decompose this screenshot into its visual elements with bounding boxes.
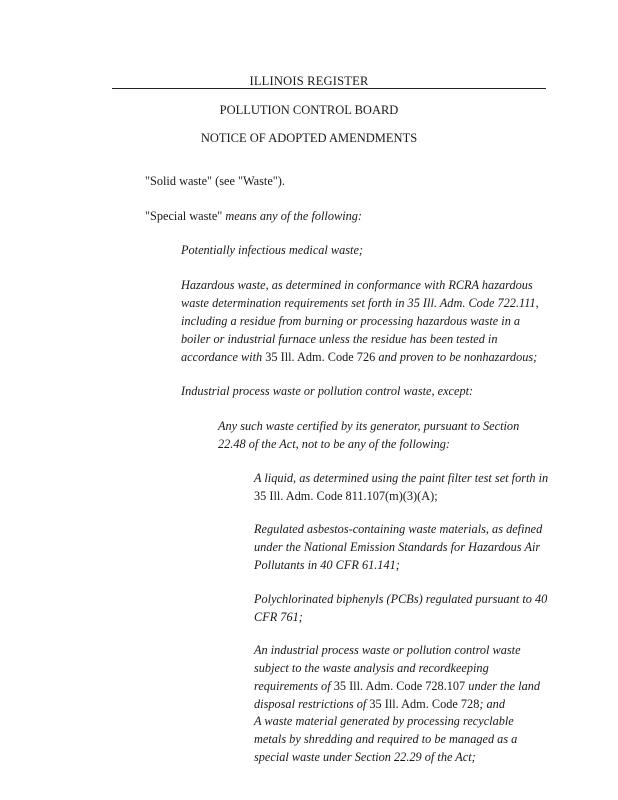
hazardous-line-2: waste determination requirements set forth in 35 Ill. Adm. Code 722.111, — [181, 296, 539, 310]
special-waste-term: "Special waste" — [145, 209, 223, 223]
hazardous-line-5c: and proven to be nonhazardous; — [375, 350, 538, 364]
notice-header: NOTICE OF ADOPTED AMENDMENTS — [200, 131, 418, 145]
pcb-item — [254, 590, 547, 626]
hazardous-line-1: Hazardous waste, as determined in conformance with RCRA hazardous — [181, 278, 533, 292]
any-such-line-1: Any such waste certified by its generator, pursuant to Section — [218, 419, 520, 433]
industrial-process-line-4a: disposal restrictions of — [254, 697, 370, 711]
solid-waste-definition — [145, 172, 285, 190]
industrial-process-line-2: subject to the waste analysis and recordkeeping — [254, 661, 489, 675]
pcb-line-2: CFR 761; — [254, 610, 303, 624]
liquid-line-2: 35 Ill. Adm. Code 811.107(m)(3)(A); — [254, 489, 438, 503]
industrial-process-line-4 — [254, 695, 540, 713]
waste-material-item — [254, 712, 517, 766]
hazardous-waste-item — [181, 276, 539, 366]
waste-material-line-2: metals by shredding and required to be managed as a — [254, 732, 518, 746]
hazardous-line-5b: 35 Ill. Adm. Code 726 — [265, 350, 376, 364]
industrial-process-line-3c: under the land — [465, 679, 541, 693]
potentially-infectious-text: Potentially infectious medical waste; — [181, 243, 364, 257]
liquid-line-1: A liquid, as determined using the paint filter test set forth in — [254, 471, 549, 485]
industrial-process-line-1: An industrial process waste or pollution control waste — [254, 643, 521, 657]
register-header: ILLINOIS REGISTER — [249, 74, 369, 88]
special-waste-def: means any of the following: — [222, 209, 363, 223]
waste-material-line-3: special waste under Section 22.29 of the Act; — [254, 750, 476, 764]
header-rule — [112, 88, 546, 89]
hazardous-line-5 — [181, 348, 539, 366]
industrial-waste-item — [181, 382, 473, 400]
waste-material-line-1: A waste material generated by processing recyclable — [254, 714, 514, 728]
potentially-infectious-item — [181, 241, 363, 259]
board-header: POLLUTION CONTROL BOARD — [219, 103, 399, 117]
solid-waste-text: "Solid waste" (see "Waste"). — [145, 174, 285, 188]
industrial-process-line-3 — [254, 677, 540, 695]
asbestos-line-1: Regulated asbestos-containing waste materials, as defined — [254, 522, 543, 536]
industrial-process-line-4c: ; and — [479, 697, 505, 711]
any-such-waste-item — [218, 417, 519, 453]
any-such-line-2: 22.48 of the Act, not to be any of the following: — [218, 437, 451, 451]
hazardous-line-4: boiler or industrial furnace unless the residue has been tested in — [181, 332, 498, 346]
pcb-line-1: Polychlorinated biphenyls (PCBs) regulated pursuant to 40 — [254, 592, 548, 606]
industrial-process-line-3b: 35 Ill. Adm. Code 728.107 — [333, 679, 466, 693]
industrial-process-item — [254, 641, 540, 713]
asbestos-item — [254, 520, 542, 574]
asbestos-line-3: Pollutants in 40 CFR 61.141; — [254, 558, 400, 572]
special-waste-definition — [145, 207, 362, 225]
industrial-waste-text: Industrial process waste or pollution control waste, except: — [181, 384, 474, 398]
industrial-process-line-3a: requirements of — [254, 679, 334, 693]
asbestos-line-2: under the National Emission Standards for Hazardous Air — [254, 540, 541, 554]
hazardous-line-5a: accordance with — [181, 350, 266, 364]
liquid-item — [254, 469, 548, 505]
hazardous-line-3: including a residue from burning or processing hazardous waste in a — [181, 314, 521, 328]
industrial-process-line-4b: 35 Ill. Adm. Code 728 — [369, 697, 480, 711]
